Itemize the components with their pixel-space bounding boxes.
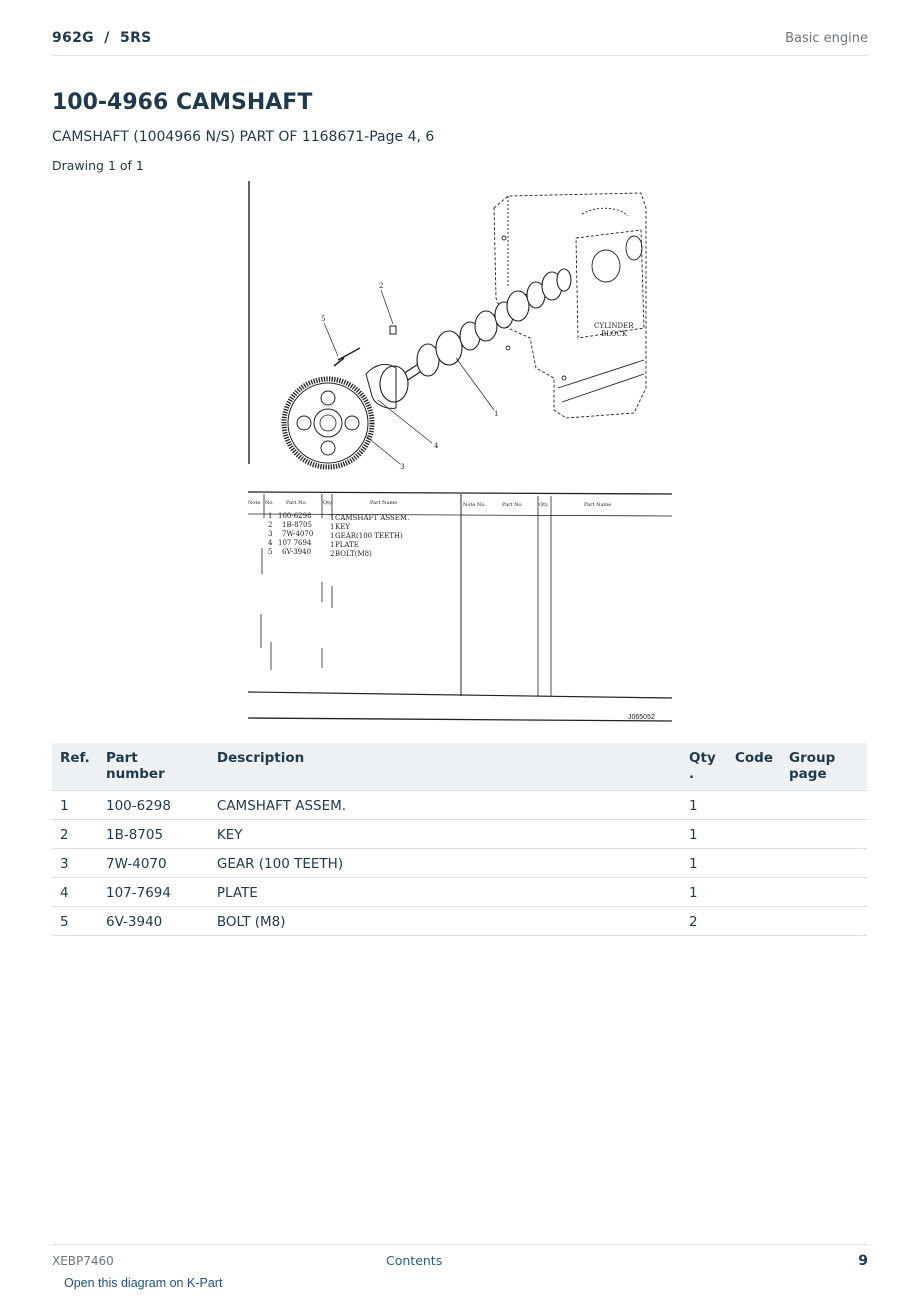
table-row	[52, 878, 867, 907]
table-row	[52, 907, 867, 936]
col-description: Description	[209, 743, 681, 791]
row-ref: 3	[52, 849, 98, 878]
svg-text:CAMSHAFT ASSEM.: CAMSHAFT ASSEM.	[335, 514, 410, 522]
svg-text:1: 1	[330, 532, 335, 540]
page-header	[52, 28, 868, 56]
scanned-table-rows	[268, 512, 409, 558]
row-part-number: 100-6298	[98, 791, 209, 820]
col-group-page: Group page	[781, 743, 867, 791]
row-qty: 1	[681, 849, 727, 878]
svg-text:2: 2	[330, 550, 335, 558]
svg-text:Note No.: Note No.	[463, 502, 486, 508]
document-id: XEBP7460	[52, 1254, 114, 1268]
row-ref: 5	[52, 907, 98, 936]
row-code	[727, 907, 781, 936]
svg-text:Part No.: Part No.	[502, 502, 523, 508]
page-number: 9	[858, 1253, 868, 1269]
svg-text:3: 3	[268, 530, 273, 538]
row-description: CAMSHAFT ASSEM.	[209, 791, 681, 820]
svg-text:Qty.: Qty.	[539, 502, 549, 508]
svg-text:107 7694: 107 7694	[278, 539, 312, 547]
row-group-page	[781, 878, 867, 907]
svg-text:Part Name: Part Name	[370, 500, 398, 506]
row-group-page	[781, 907, 867, 936]
page-footer	[52, 1244, 868, 1274]
row-ref: 4	[52, 878, 98, 907]
page-subtitle: CAMSHAFT (1004966 N/S) PART OF 1168671-Page 4, 6	[52, 129, 435, 145]
svg-text:1: 1	[268, 512, 273, 520]
col-code: Code	[727, 743, 781, 791]
svg-text:1: 1	[330, 514, 335, 522]
row-part-number: 1B-8705	[98, 820, 209, 849]
svg-text:No.: No.	[265, 500, 274, 506]
row-code	[727, 820, 781, 849]
svg-text:Part No.: Part No.	[286, 500, 307, 506]
bolt-part	[334, 348, 360, 366]
row-group-page	[781, 849, 867, 878]
row-description: GEAR (100 TEETH)	[209, 849, 681, 878]
svg-text:PLATE: PLATE	[335, 541, 359, 549]
row-qty: 2	[681, 907, 727, 936]
row-part-number: 7W-4070	[98, 849, 209, 878]
callout-3: 3	[400, 463, 405, 471]
key-part	[390, 326, 396, 334]
svg-text:Part Name: Part Name	[584, 502, 612, 508]
svg-text:1: 1	[330, 523, 335, 531]
table-row	[52, 791, 867, 820]
section-label: Basic engine	[785, 31, 868, 46]
svg-text:GEAR(100 TEETH): GEAR(100 TEETH)	[335, 532, 403, 540]
svg-text:Qty.: Qty.	[323, 500, 333, 506]
svg-text:Note: Note	[248, 500, 261, 506]
svg-text:1: 1	[330, 541, 335, 549]
svg-text:5: 5	[268, 548, 273, 556]
row-part-number: 107-7694	[98, 878, 209, 907]
row-group-page	[781, 791, 867, 820]
row-code	[727, 878, 781, 907]
row-description: KEY	[209, 820, 681, 849]
svg-text:7W-4070: 7W-4070	[282, 530, 314, 538]
svg-text:6V-3940: 6V-3940	[282, 548, 312, 556]
drawing-counter: Drawing 1 of 1	[52, 158, 144, 173]
row-code	[727, 791, 781, 820]
contents-link[interactable]: Contents	[386, 1253, 443, 1268]
row-qty: 1	[681, 878, 727, 907]
callout-5: 5	[321, 315, 326, 323]
svg-text:2: 2	[268, 521, 273, 529]
parts-diagram[interactable]	[246, 178, 674, 726]
row-ref: 2	[52, 820, 98, 849]
row-part-number: 6V-3940	[98, 907, 209, 936]
col-ref: Ref.	[52, 743, 98, 791]
gear-part	[284, 379, 372, 467]
col-part-number: Part number	[98, 743, 209, 791]
drawing-code: J065052	[628, 714, 655, 721]
svg-text:100-6298: 100-6298	[278, 512, 312, 520]
table-row	[52, 820, 867, 849]
model-label: 962G / 5RS	[52, 30, 152, 46]
row-group-page	[781, 820, 867, 849]
callout-2: 2	[379, 282, 384, 290]
open-kpart-link[interactable]: Open this diagram on K-Part	[64, 1276, 223, 1290]
camshaft	[380, 269, 571, 402]
svg-text:4: 4	[268, 539, 273, 547]
svg-text:BOLT(M8): BOLT(M8)	[335, 550, 372, 558]
svg-text:KEY: KEY	[335, 523, 350, 531]
col-qty: Qty .	[681, 743, 727, 791]
parts-table	[52, 743, 867, 936]
row-qty: 1	[681, 791, 727, 820]
table-row	[52, 849, 867, 878]
row-qty: 1	[681, 820, 727, 849]
block-label-1: CYLINDER	[594, 322, 634, 330]
row-description: PLATE	[209, 878, 681, 907]
row-ref: 1	[52, 791, 98, 820]
callout-4: 4	[434, 442, 439, 450]
page-title: 100-4966 CAMSHAFT	[52, 90, 313, 115]
parts-table-header	[52, 743, 867, 791]
row-description: BOLT (M8)	[209, 907, 681, 936]
scanned-table-headers	[248, 500, 611, 508]
callout-1: 1	[494, 410, 499, 418]
row-code	[727, 849, 781, 878]
block-label-2: BLOCK	[601, 330, 628, 338]
svg-text:1B-8705: 1B-8705	[282, 521, 312, 529]
